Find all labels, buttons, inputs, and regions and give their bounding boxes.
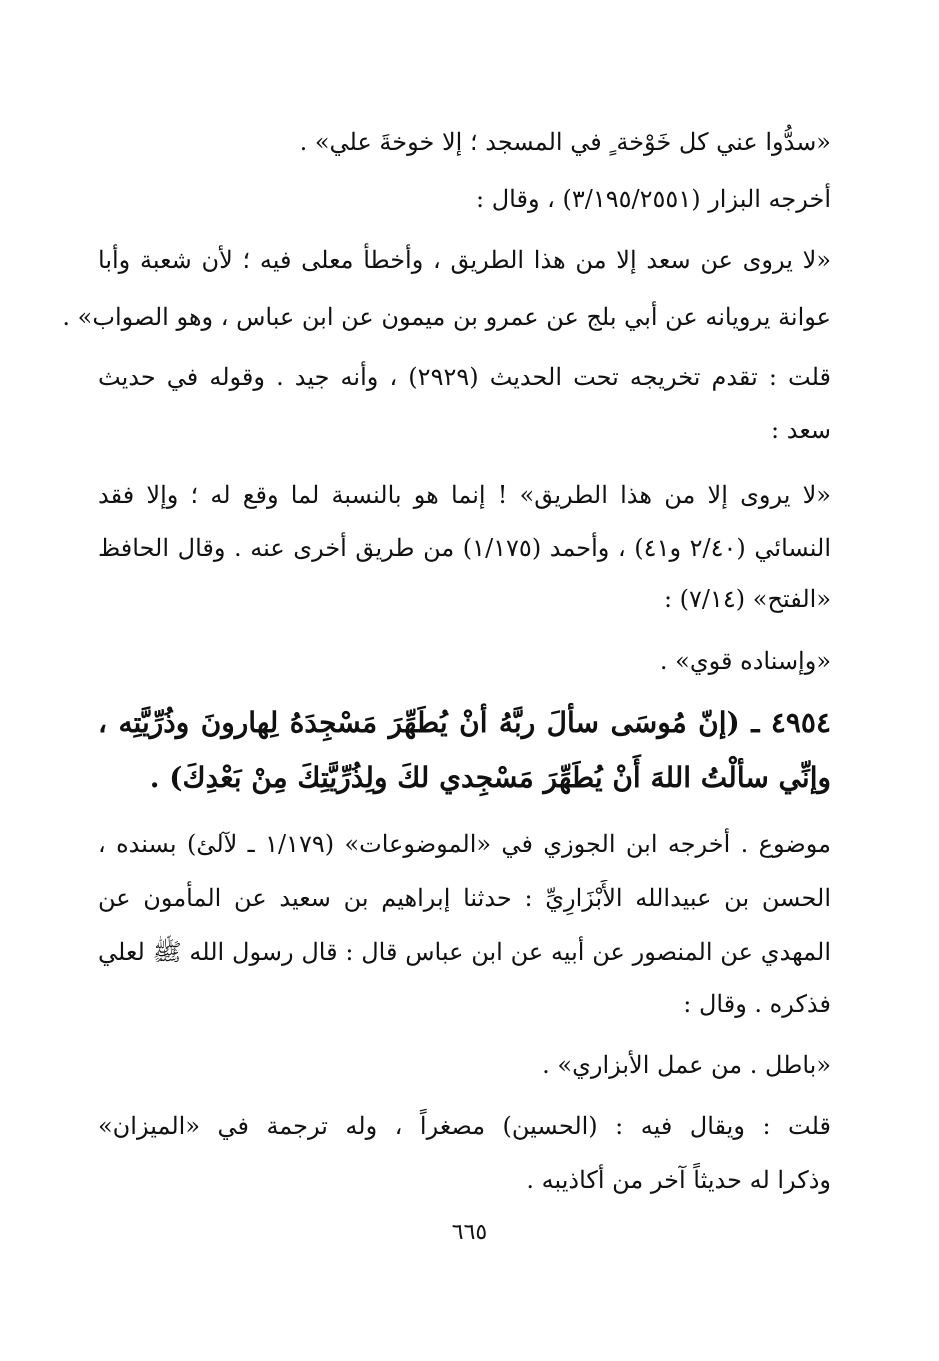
text-line: «لا يروى عن سعد إلا من هذا الطريق ، وأخطأ معلى فيه ؛ لأن شعبة وأبا (98, 246, 831, 274)
text-line: «باطل . من عمل الأبزاري» . (542, 1051, 831, 1079)
text-line: الحسن بن عبيدالله الأَبْزَارِيِّ : حدثنا إبراهيم بن سعيد عن المأمون عن (98, 884, 831, 912)
text-line: قلت : تقدم تخريجه تحت الحديث (٢٩٢٩) ، وأنه جيد . وقوله في حديث (98, 363, 831, 391)
text-line: «الفتح» (٧/١٤) : (663, 585, 831, 613)
text-line: عوانة يرويانه عن أبي بلج عن عمرو بن ميمون عن ابن عباس ، وهو الصواب» . (62, 303, 831, 331)
hadith-heading-line: وإنِّي سألْتُ اللهَ أَنْ يُطَهِّرَ مَسْجِدي لكَ ولِذُرِّيَّتِكَ مِنْ بَعْدِكَ) . (149, 761, 831, 794)
text-line: «وإسناده قوي» . (659, 647, 831, 675)
page-number: ٦٦٥ (451, 1220, 488, 1245)
text-line: موضوع . أخرجه ابن الجوزي في «الموضوعات» (١/١٧٩ ـ لآلئ) بسنده ، (98, 830, 831, 858)
text-line: أخرجه البزار (٣/١٩٥/٢٥٥١) ، وقال : (476, 185, 831, 213)
hadith-heading-line: ٤٩٥٤ ـ (إنّ مُوسَى سألَ ربَّهُ أنْ يُطَهِّرَ مَسْجِدَهُ لِهارونَ وذُرِّيَّتِه ، (98, 706, 831, 739)
text-line: وذكرا له حديثاً آخر من أكاذيبه . (526, 1166, 831, 1194)
text-line: المهدي عن المنصور عن أبيه عن ابن عباس قال : قال رسول الله ﷺ لعلي (98, 938, 831, 966)
text-line: «لا يروى إلا من هذا الطريق» ! إنما هو بالنسبة لما وقع له ؛ وإلا فقد (98, 481, 831, 509)
text-line: سعد : (771, 416, 831, 444)
text-line: قلت : ويقال فيه : (الحسين) مصغراً ، وله ترجمة في «الميزان» (98, 1112, 831, 1140)
text-line: «سدُّوا عني كل خَوْخة ٍ في المسجد ؛ إلا خوخةَ علي» . (299, 128, 831, 156)
text-line: النسائي (٢/٤٠ و٤١) ، وأحمد (١/١٧٥) من طريق أخرى عنه . وقال الحافظ (98, 534, 831, 562)
text-line: فذكره . وقال : (683, 990, 831, 1018)
